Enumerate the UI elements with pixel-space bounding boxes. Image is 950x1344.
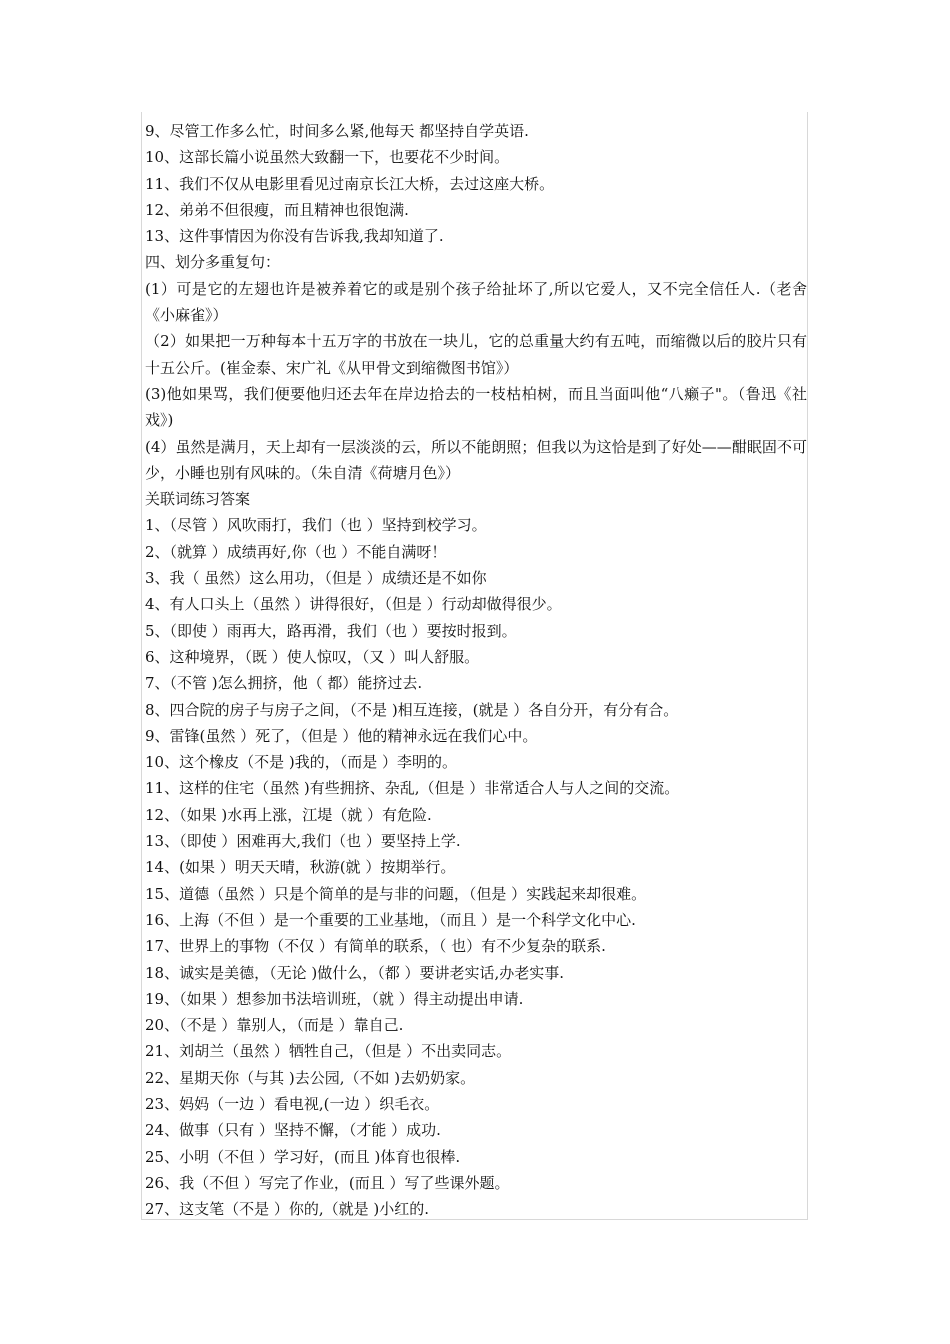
answer-2: 2、（就算 ）成绩再好,你（也 ）不能自满呀！ bbox=[145, 542, 447, 561]
answer-11: 11、这样的住宅（虽然 )有些拥挤、杂乱,（但是 ）非常适合人与人之间的交流。 bbox=[145, 779, 680, 798]
section-4-heading: 四、划分多重复句： bbox=[145, 253, 281, 272]
answer-19: 19、（如果 ）想参加书法培训班，（就 ）得主动提出申请. bbox=[145, 989, 524, 1008]
sentence-12: 12、弟弟不但很瘦，而且精神也很饱满. bbox=[145, 200, 409, 219]
answer-23: 23、妈妈（一边 ）看电视,(一边 ）织毛衣。 bbox=[145, 1094, 440, 1113]
answers-heading: 关联词练习答案 bbox=[145, 490, 251, 509]
answer-27: 27、这支笔（不是 ）你的,（就是 )小红的. bbox=[145, 1200, 430, 1219]
answer-5: 5、（即使 ）雨再大，路再滑，我们（也 ）要按时报到。 bbox=[145, 621, 517, 640]
complex-sentence-1: (1）可是它的左翅也许是被养着它的或是别个孩子给扯坏了,所以它爱人，又不完全信任人.（老舍《小麻雀》） bbox=[145, 279, 807, 325]
complex-sentence-3: (3)他如果骂，我们便要他归还去年在岸边拾去的一枝枯柏树，而且当面叫他“八癞子"。（鲁迅《社戏》) bbox=[145, 384, 807, 430]
answer-6: 6、这种境界，（既 ）使人惊叹，（又 ）叫人舒服。 bbox=[145, 647, 480, 666]
answer-7: 7、（不管 )怎么拥挤，他（ 都）能挤过去. bbox=[145, 674, 423, 693]
answer-16: 16、上海（不但 ）是一个重要的工业基地，（而且 ）是一个科学文化中心. bbox=[145, 910, 636, 929]
answer-24: 24、做事（只有 ）坚持不懈，（才能 ）成功. bbox=[145, 1121, 441, 1140]
answer-14: 14、(如果 ）明天天晴，秋游(就 ）按期举行。 bbox=[145, 858, 456, 877]
answer-25: 25、小明（不但 ）学习好，(而且 )体育也很棒. bbox=[145, 1147, 461, 1166]
complex-sentence-4: (4）虽然是满月，天上却有一层淡淡的云，所以不能朗照；但我以为这恰是到了好处——酣眠固不可少，小睡也别有风味的。（朱自清《荷塘月色》） bbox=[145, 437, 807, 482]
answer-10: 10、这个橡皮（不是 )我的，（而是 ）李明的。 bbox=[145, 753, 457, 772]
answer-13: 13、（即使 ）困难再大,我们（也 ）要坚持上学. bbox=[145, 832, 461, 851]
answer-1: 1、（尽管 ）风吹雨打，我们（也 ）坚持到校学习。 bbox=[145, 516, 487, 535]
document-body bbox=[145, 118, 807, 1222]
sentence-10: 10、这部长篇小说虽然大致翻一下，也要花不少时间。 bbox=[145, 148, 510, 167]
answer-26: 26、我（不但 ）写完了作业，(而且 ）写了些课外题。 bbox=[145, 1173, 510, 1192]
answer-3: 3、我（ 虽然）这么用功，（但是 ）成绩还是不如你 bbox=[145, 569, 487, 588]
answer-20: 20、（不是 ）靠别人，（而是 ）靠自己. bbox=[145, 1016, 404, 1035]
answer-12: 12、（如果 )水再上涨，江堤（就 ）有危险. bbox=[145, 805, 432, 824]
answer-15: 15、道德（虽然 ）只是个简单的是与非的问题，（但是 ）实践起来却很难。 bbox=[145, 884, 647, 903]
sentence-9: 9、尽管工作多么忙，时间多么紧,他每天 都坚持自学英语. bbox=[145, 122, 529, 140]
answer-4: 4、有人口头上（虽然 ）讲得很好，（但是 ）行动却做得很少。 bbox=[145, 595, 562, 614]
answer-17: 17、世界上的事物（不仅 ）有简单的联系，（ 也）有不少复杂的联系. bbox=[145, 937, 606, 956]
answer-8: 8、四合院的房子与房子之间，（不是 )相互连接，(就是 ）各自分开，有分有合。 bbox=[145, 700, 679, 719]
answer-22: 22、星期天你（与其 )去公园,（不如 )去奶奶家。 bbox=[145, 1068, 476, 1087]
answer-21: 21、刘胡兰（虽然 ）牺牲自己，（但是 ）不出卖同志。 bbox=[145, 1042, 512, 1061]
answer-9: 9、雷锋(虽然 ）死了，（但是 ）他的精神永远在我们心中。 bbox=[145, 726, 538, 745]
complex-sentence-2: （2）如果把一万种每本十五万字的书放在一块儿，它的总重量大约有五吨，而缩微以后的胶片只有十五公斤。(崔金泰、宋广礼《从甲骨文到缩微图书馆》） bbox=[145, 332, 807, 377]
sentence-11: 11、我们不仅从电影里看见过南京长江大桥，去过这座大桥。 bbox=[145, 174, 555, 193]
sentence-13: 13、这件事情因为你没有告诉我,我却知道了. bbox=[145, 227, 444, 246]
answer-18: 18、诚实是美德，（无论 )做什么，（都 ）要讲老实话,办老实事. bbox=[145, 963, 565, 982]
